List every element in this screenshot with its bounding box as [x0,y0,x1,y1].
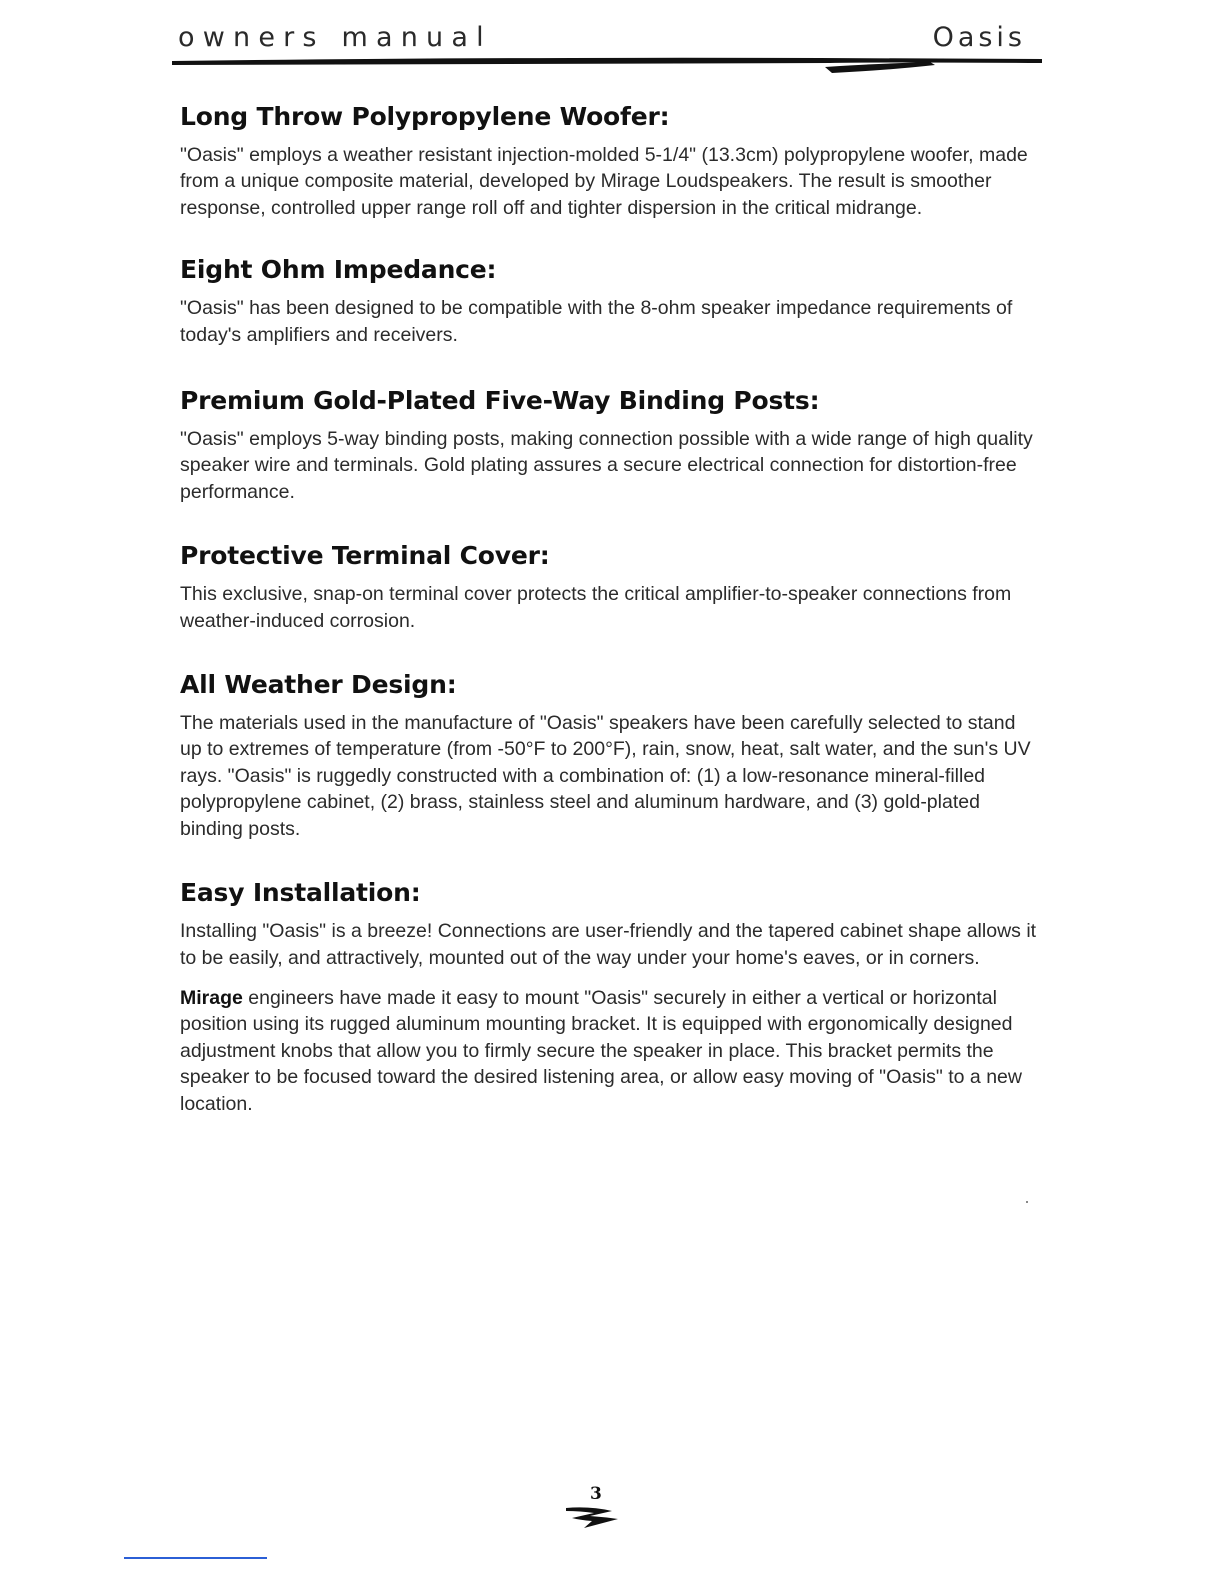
page-arrow-icon [562,1502,622,1532]
manual-content [180,100,1040,1117]
section-body-mounting [180,985,1040,1117]
section-body: "Oasis" employs a weather resistant injection-molded 5-1/4" (13.3cm) polypropylene woofer, made from a unique composite material, developed by Mirage Loudspeakers. The result is smoother response, controlled upper range roll off and tighter dispersion in the critical midrange. [180,144,1028,219]
section-body: Installing "Oasis" is a breeze! Connections are user-friendly and the tapered cabinet shape allows it to be easily, and attractively, mounted out of the way under your home's eaves, or in corners. [180,920,1037,969]
section-heading: All Weather Design: [180,670,457,700]
header-product-name: Oasis [932,22,1026,53]
section-terminal-cover [180,539,1040,634]
page-number: 3 [590,1484,602,1504]
header-manual-label: owners manual [178,22,492,53]
section-woofer [180,100,1040,221]
section-impedance [180,253,1040,348]
section-installation [180,876,1040,1117]
section-heading: Easy Installation: [180,878,421,908]
section-binding-posts [180,384,1040,505]
section-heading: Protective Terminal Cover: [180,541,550,571]
section-heading: Eight Ohm Impedance: [180,255,497,285]
section-body: "Oasis" has been designed to be compatible with the 8-ohm speaker impedance requirements of today's amplifiers and receivers. [180,297,1013,346]
section-body: The materials used in the manufacture of "Oasis" speakers have been carefully selected to stand up to extremes of temperature (from -50°F to 200°F), rain, snow, heat, salt water, and the sun's UV rays. "Oasis" is ruggedly constructed with a combination of: (1) a low-resonance mineral-filled polypropylene cabinet, (2) brass, stainless steel and aluminum hardware, and (3) gold-plated binding posts. [180,712,1031,840]
section-heading: Premium Gold-Plated Five-Way Binding Posts: [180,386,820,416]
brand-name: Mirage [180,986,243,1009]
footer-link-line [124,1557,267,1559]
section-heading: Long Throw Polypropylene Woofer: [180,102,670,131]
scan-speck [1026,1201,1028,1203]
header-rule [170,52,1045,82]
section-body: "Oasis" employs 5-way binding posts, making connection possible with a wide range of high quality speaker wire and terminals. Gold plating assures a secure electrical connection for distortion-free performance. [180,428,1033,503]
section-all-weather [180,668,1040,842]
section-body: This exclusive, snap-on terminal cover protects the critical amplifier-to-speaker connections from weather-induced corrosion. [180,583,1012,632]
mounting-text: engineers have made it easy to mount "Oasis" securely in either a vertical or horizontal position using its rugged aluminum mounting bracket. It is equipped with ergonomically designed adjustment knobs that allow you to firmly secure the speaker in place. This bracket permits the speaker to be focused toward the desired listening area, or allow easy moving of "Oasis" to a new location. [180,986,1022,1115]
